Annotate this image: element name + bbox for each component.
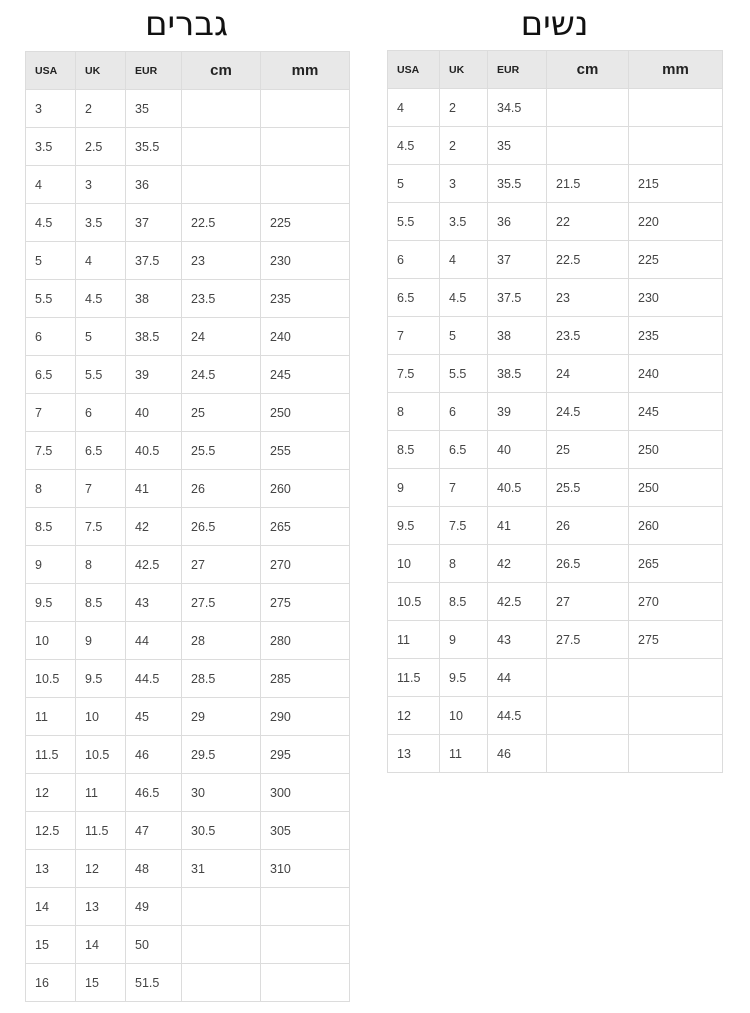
table-cell: 37.5 <box>126 242 182 280</box>
table-cell: 35.5 <box>126 128 182 166</box>
table-cell: 12 <box>388 697 440 735</box>
table-cell: 2 <box>440 127 488 165</box>
table-cell <box>629 127 723 165</box>
table-cell: 8 <box>26 470 76 508</box>
table-cell: 13 <box>388 735 440 773</box>
table-cell <box>261 128 350 166</box>
table-row <box>388 659 723 697</box>
table-cell: 7.5 <box>388 355 440 393</box>
table-row <box>388 317 723 355</box>
table-row <box>388 735 723 773</box>
table-cell: 23.5 <box>547 317 629 355</box>
table-cell: 41 <box>488 507 547 545</box>
table-cell: 10 <box>76 698 126 736</box>
table-cell: 36 <box>488 203 547 241</box>
table-cell: 265 <box>261 508 350 546</box>
table-cell: 220 <box>629 203 723 241</box>
table-cell: 23.5 <box>182 280 261 318</box>
table-cell: 22.5 <box>547 241 629 279</box>
table-cell: 27.5 <box>547 621 629 659</box>
table-row <box>388 203 723 241</box>
column-header-uk: UK <box>440 51 488 89</box>
table-cell: 35.5 <box>488 165 547 203</box>
table-cell: 42 <box>126 508 182 546</box>
table-cell: 35 <box>488 127 547 165</box>
table-cell: 7 <box>388 317 440 355</box>
table-cell: 3 <box>26 90 76 128</box>
column-header-cm: cm <box>182 52 261 90</box>
table-cell: 38 <box>126 280 182 318</box>
table-cell: 43 <box>488 621 547 659</box>
table-cell <box>261 964 350 1002</box>
table-cell <box>182 128 261 166</box>
table-cell: 2 <box>440 89 488 127</box>
table-row <box>26 622 350 660</box>
table-cell: 10.5 <box>76 736 126 774</box>
table-cell: 4 <box>440 241 488 279</box>
table-cell: 4 <box>26 166 76 204</box>
table-cell: 3.5 <box>440 203 488 241</box>
table-row <box>388 279 723 317</box>
table-cell: 42.5 <box>488 583 547 621</box>
table-cell: 31 <box>182 850 261 888</box>
column-header-mm: mm <box>261 52 350 90</box>
table-cell: 300 <box>261 774 350 812</box>
table-cell <box>182 166 261 204</box>
table-cell <box>182 888 261 926</box>
table-cell: 23 <box>182 242 261 280</box>
table-cell: 260 <box>261 470 350 508</box>
table-row <box>26 774 350 812</box>
table-cell: 290 <box>261 698 350 736</box>
table-cell: 12 <box>26 774 76 812</box>
table-cell: 42.5 <box>126 546 182 584</box>
table-cell: 11.5 <box>76 812 126 850</box>
table-cell: 8 <box>440 545 488 583</box>
table-row <box>26 964 350 1002</box>
table-row <box>26 90 350 128</box>
table-cell: 38.5 <box>488 355 547 393</box>
table-cell: 9 <box>76 622 126 660</box>
table-cell: 50 <box>126 926 182 964</box>
table-row <box>26 850 350 888</box>
table-cell: 2 <box>76 90 126 128</box>
table-cell: 9.5 <box>388 507 440 545</box>
table-cell: 230 <box>629 279 723 317</box>
table-cell: 4 <box>76 242 126 280</box>
column-header-usa: USA <box>26 52 76 90</box>
table-cell: 4.5 <box>76 280 126 318</box>
table-cell <box>182 90 261 128</box>
table-cell: 265 <box>629 545 723 583</box>
column-header-uk: UK <box>76 52 126 90</box>
table-cell: 8.5 <box>388 431 440 469</box>
table-cell: 21.5 <box>547 165 629 203</box>
table-cell: 8 <box>76 546 126 584</box>
table-cell: 37 <box>488 241 547 279</box>
table-cell: 10.5 <box>26 660 76 698</box>
table-cell: 40.5 <box>126 432 182 470</box>
table-cell: 45 <box>126 698 182 736</box>
table-cell: 44.5 <box>126 660 182 698</box>
table-cell <box>629 735 723 773</box>
table-cell: 285 <box>261 660 350 698</box>
table-cell: 46 <box>126 736 182 774</box>
table-cell: 11.5 <box>388 659 440 697</box>
table-cell: 26.5 <box>547 545 629 583</box>
table-cell: 39 <box>488 393 547 431</box>
table-cell: 245 <box>261 356 350 394</box>
table-row <box>388 393 723 431</box>
table-cell: 255 <box>261 432 350 470</box>
table-cell: 44 <box>488 659 547 697</box>
table-cell: 4.5 <box>26 204 76 242</box>
table-cell: 10 <box>388 545 440 583</box>
table-cell: 280 <box>261 622 350 660</box>
table-cell: 14 <box>76 926 126 964</box>
table-cell: 29 <box>182 698 261 736</box>
table-cell: 6.5 <box>388 279 440 317</box>
table-row <box>388 697 723 735</box>
table-cell: 3 <box>440 165 488 203</box>
table-cell: 8 <box>388 393 440 431</box>
table-cell: 11 <box>440 735 488 773</box>
table-row <box>388 507 723 545</box>
table-cell: 25.5 <box>547 469 629 507</box>
table-cell: 240 <box>629 355 723 393</box>
table-cell: 48 <box>126 850 182 888</box>
table-cell: 275 <box>261 584 350 622</box>
table-cell <box>547 697 629 735</box>
table-cell: 3.5 <box>26 128 76 166</box>
table-cell: 24 <box>547 355 629 393</box>
table-cell: 245 <box>629 393 723 431</box>
table-cell: 41 <box>126 470 182 508</box>
table-cell: 310 <box>261 850 350 888</box>
table-cell: 25 <box>182 394 261 432</box>
table-cell: 34.5 <box>488 89 547 127</box>
table-row <box>26 280 350 318</box>
table-cell: 7.5 <box>440 507 488 545</box>
table-cell: 6 <box>440 393 488 431</box>
table-cell: 15 <box>26 926 76 964</box>
table-cell: 13 <box>26 850 76 888</box>
table-row <box>26 470 350 508</box>
table-cell: 7.5 <box>76 508 126 546</box>
table-cell: 9 <box>26 546 76 584</box>
table-cell: 12 <box>76 850 126 888</box>
table-cell: 4 <box>388 89 440 127</box>
table-cell: 16 <box>26 964 76 1002</box>
table-cell: 24.5 <box>547 393 629 431</box>
table-cell: 7 <box>26 394 76 432</box>
table-cell: 295 <box>261 736 350 774</box>
table-cell: 37.5 <box>488 279 547 317</box>
table-cell: 3 <box>76 166 126 204</box>
table-cell: 305 <box>261 812 350 850</box>
table-header-row <box>26 52 350 90</box>
column-header-eur: EUR <box>488 51 547 89</box>
table-cell: 4.5 <box>388 127 440 165</box>
table-cell: 8.5 <box>76 584 126 622</box>
table-row <box>26 736 350 774</box>
table-cell: 29.5 <box>182 736 261 774</box>
table-cell <box>547 659 629 697</box>
table-cell: 9.5 <box>26 584 76 622</box>
table-cell: 230 <box>261 242 350 280</box>
table-row <box>388 241 723 279</box>
table-cell: 24 <box>182 318 261 356</box>
table-row <box>388 621 723 659</box>
table-cell: 5 <box>26 242 76 280</box>
table-cell: 37 <box>126 204 182 242</box>
table-cell: 5.5 <box>76 356 126 394</box>
table-cell: 11.5 <box>26 736 76 774</box>
table-row <box>26 432 350 470</box>
table-cell: 225 <box>629 241 723 279</box>
table-row <box>26 204 350 242</box>
table-cell: 22.5 <box>182 204 261 242</box>
table-cell: 5.5 <box>26 280 76 318</box>
table-cell: 9 <box>440 621 488 659</box>
table-cell: 235 <box>629 317 723 355</box>
table-cell: 13 <box>76 888 126 926</box>
table-cell: 6.5 <box>76 432 126 470</box>
table-cell: 10 <box>440 697 488 735</box>
table-row <box>388 583 723 621</box>
women-title: נשים <box>520 4 589 44</box>
column-header-mm: mm <box>629 51 723 89</box>
table-cell: 6.5 <box>440 431 488 469</box>
column-header-eur: EUR <box>126 52 182 90</box>
table-cell: 39 <box>126 356 182 394</box>
table-cell: 270 <box>629 583 723 621</box>
table-cell: 9.5 <box>76 660 126 698</box>
table-cell: 5 <box>76 318 126 356</box>
table-cell: 250 <box>629 469 723 507</box>
table-row <box>26 698 350 736</box>
table-cell: 38 <box>488 317 547 355</box>
table-cell: 215 <box>629 165 723 203</box>
table-row <box>26 242 350 280</box>
table-cell: 240 <box>261 318 350 356</box>
table-row <box>26 508 350 546</box>
table-cell: 44 <box>126 622 182 660</box>
table-cell <box>182 964 261 1002</box>
table-row <box>388 89 723 127</box>
table-row <box>26 660 350 698</box>
table-row <box>26 888 350 926</box>
table-cell: 51.5 <box>126 964 182 1002</box>
table-cell: 10.5 <box>388 583 440 621</box>
table-cell: 7 <box>76 470 126 508</box>
table-row <box>388 545 723 583</box>
table-cell: 15 <box>76 964 126 1002</box>
table-cell: 38.5 <box>126 318 182 356</box>
table-cell: 30.5 <box>182 812 261 850</box>
table-cell: 260 <box>629 507 723 545</box>
table-cell: 44.5 <box>488 697 547 735</box>
table-cell: 25 <box>547 431 629 469</box>
table-row <box>388 165 723 203</box>
table-row <box>26 356 350 394</box>
table-cell: 36 <box>126 166 182 204</box>
table-cell: 30 <box>182 774 261 812</box>
table-cell: 5.5 <box>440 355 488 393</box>
table-cell: 6 <box>26 318 76 356</box>
table-cell: 6 <box>76 394 126 432</box>
table-row <box>26 812 350 850</box>
table-cell: 250 <box>261 394 350 432</box>
table-row <box>388 431 723 469</box>
column-header-usa: USA <box>388 51 440 89</box>
table-cell <box>547 127 629 165</box>
table-cell: 23 <box>547 279 629 317</box>
table-row <box>26 394 350 432</box>
table-cell: 12.5 <box>26 812 76 850</box>
table-header-row <box>388 51 723 89</box>
table-row <box>26 318 350 356</box>
table-row <box>26 584 350 622</box>
table-cell <box>261 166 350 204</box>
table-cell: 14 <box>26 888 76 926</box>
table-cell <box>547 89 629 127</box>
table-cell: 27 <box>547 583 629 621</box>
table-cell: 22 <box>547 203 629 241</box>
table-cell: 250 <box>629 431 723 469</box>
table-cell: 49 <box>126 888 182 926</box>
table-cell <box>182 926 261 964</box>
table-cell: 40 <box>488 431 547 469</box>
table-cell <box>261 90 350 128</box>
table-cell: 5 <box>440 317 488 355</box>
table-cell <box>629 697 723 735</box>
table-cell: 28.5 <box>182 660 261 698</box>
table-row <box>388 469 723 507</box>
table-row <box>388 355 723 393</box>
table-cell: 2.5 <box>76 128 126 166</box>
table-cell: 8.5 <box>440 583 488 621</box>
table-cell <box>261 888 350 926</box>
table-cell: 270 <box>261 546 350 584</box>
table-cell: 8.5 <box>26 508 76 546</box>
table-cell: 235 <box>261 280 350 318</box>
table-cell: 4.5 <box>440 279 488 317</box>
table-cell: 5.5 <box>388 203 440 241</box>
table-cell: 26 <box>182 470 261 508</box>
table-cell: 3.5 <box>76 204 126 242</box>
table-cell: 27 <box>182 546 261 584</box>
table-row <box>26 166 350 204</box>
table-cell: 40.5 <box>488 469 547 507</box>
table-cell: 11 <box>388 621 440 659</box>
table-cell: 42 <box>488 545 547 583</box>
table-cell: 35 <box>126 90 182 128</box>
table-cell: 24.5 <box>182 356 261 394</box>
table-cell: 7 <box>440 469 488 507</box>
men-size-table <box>25 51 350 1002</box>
table-cell: 43 <box>126 584 182 622</box>
table-cell: 28 <box>182 622 261 660</box>
women-size-table <box>387 50 723 773</box>
table-row <box>388 127 723 165</box>
column-header-cm: cm <box>547 51 629 89</box>
table-cell: 7.5 <box>26 432 76 470</box>
table-row <box>26 128 350 166</box>
table-cell <box>547 735 629 773</box>
table-cell: 46.5 <box>126 774 182 812</box>
table-cell: 47 <box>126 812 182 850</box>
table-cell: 11 <box>26 698 76 736</box>
table-cell <box>629 659 723 697</box>
table-cell: 6 <box>388 241 440 279</box>
table-cell: 9 <box>388 469 440 507</box>
table-cell: 11 <box>76 774 126 812</box>
table-row <box>26 926 350 964</box>
table-cell: 26 <box>547 507 629 545</box>
table-cell: 275 <box>629 621 723 659</box>
table-cell: 6.5 <box>26 356 76 394</box>
table-cell: 27.5 <box>182 584 261 622</box>
table-cell: 25.5 <box>182 432 261 470</box>
table-cell: 225 <box>261 204 350 242</box>
table-cell: 5 <box>388 165 440 203</box>
table-cell: 9.5 <box>440 659 488 697</box>
table-cell: 26.5 <box>182 508 261 546</box>
table-cell <box>629 89 723 127</box>
table-cell: 46 <box>488 735 547 773</box>
table-cell: 10 <box>26 622 76 660</box>
table-cell: 40 <box>126 394 182 432</box>
table-row <box>26 546 350 584</box>
men-title: גברים <box>144 4 229 44</box>
table-cell <box>261 926 350 964</box>
